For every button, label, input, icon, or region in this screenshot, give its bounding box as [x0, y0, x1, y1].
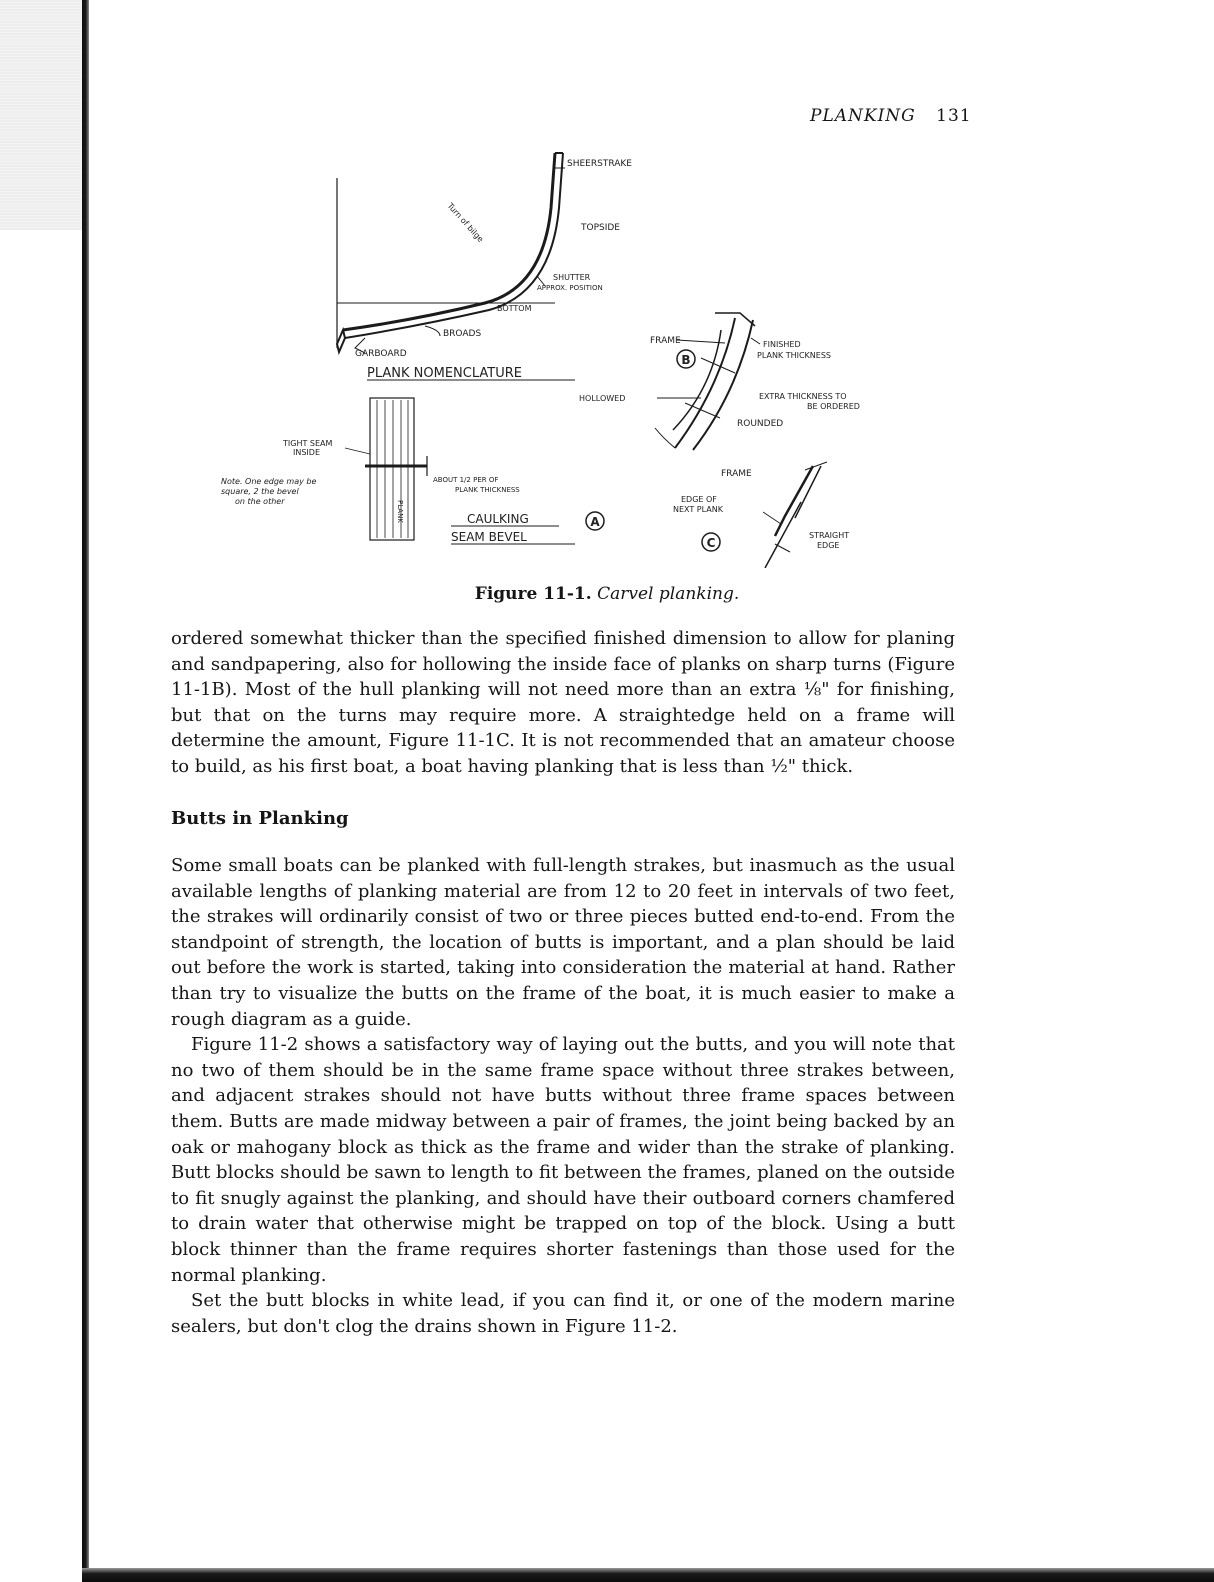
label-tight-seam-2: INSIDE	[293, 448, 320, 457]
running-header-title: PLANKING	[810, 106, 916, 126]
label-seam-bevel: SEAM BEVEL	[451, 530, 527, 544]
label-straight-1: STRAIGHT	[809, 531, 850, 540]
label-garboard: GARBOARD	[355, 349, 407, 359]
label-broads: BROADS	[443, 329, 482, 339]
marker-c-label: C	[706, 536, 716, 550]
label-shutter: SHUTTER	[553, 273, 591, 282]
label-hollowed: HOLLOWED	[579, 394, 626, 403]
label-edge-of-2: NEXT PLANK	[673, 505, 723, 514]
label-caulking: CAULKING	[467, 512, 529, 526]
marker-b-label: B	[681, 353, 691, 367]
label-straight-2: EDGE	[817, 541, 840, 550]
label-extra-thickness-1: EXTRA THICKNESS TO	[759, 392, 847, 401]
paragraph-text: ordered somewhat thicker than the specified finished dimension to allow for planing and sandpapering, also for hollowing the inside face of planks on sharp turns (Figure 11-1B). Most of the hull planking will not need more than an extra ⅛" for finishing, but that on the turns may require more. A straightedge held on a frame will determine the amount, Figure 11-1C. It is not recommended that an amateur choose to build, as his first boat, a boat having planking that is less than ½" thick.	[171, 628, 955, 777]
label-rounded: ROUNDED	[737, 419, 784, 429]
label-sheerstrake: SHEERSTRAKE	[567, 159, 632, 169]
label-frame-c: FRAME	[721, 469, 752, 479]
detail-c-drawing	[763, 462, 827, 568]
scan-border-left	[82, 0, 89, 1582]
body-paragraph-4: Set the butt blocks in white lead, if you can find it, or one of the modern marine sealers, but don't clog the drains shown in Figure 11-2.	[171, 1290, 955, 1337]
label-bottom: BOTTOM	[497, 304, 532, 313]
label-note-3: on the other	[235, 497, 285, 506]
hull-section-drawing	[337, 153, 565, 353]
detail-b-drawing	[655, 313, 760, 450]
running-header	[810, 106, 972, 126]
body-section-text	[171, 853, 955, 1339]
figure-11-1	[215, 148, 905, 568]
scan-border-bottom	[82, 1568, 1214, 1582]
page-number: 131	[936, 106, 972, 126]
label-extra-thickness-2: BE ORDERED	[807, 402, 860, 411]
section-heading: Butts in Planking	[171, 808, 349, 829]
label-plank-nomenclature: PLANK NOMENCLATURE	[367, 366, 522, 381]
figure-caption-text: Carvel planking.	[597, 584, 740, 604]
label-about-1: ABOUT 1/2 PER OF	[433, 476, 499, 484]
body-paragraph-1	[171, 626, 955, 780]
label-about-2: PLANK THICKNESS	[455, 486, 520, 494]
label-approx-position: APPROX. POSITION	[537, 284, 603, 292]
label-note-1: Note. One edge may be	[221, 477, 317, 486]
label-edge-of-1: EDGE OF	[681, 495, 717, 504]
label-plank: PLANK	[396, 500, 404, 523]
detail-a-drawing	[345, 398, 427, 540]
label-frame-b: FRAME	[650, 336, 681, 346]
scan-shadow-top-left	[0, 0, 82, 230]
label-finished-2: PLANK THICKNESS	[757, 351, 831, 360]
marker-a-label: A	[590, 515, 600, 529]
body-paragraph-2: Some small boats can be planked with full-length strakes, but inasmuch as the usual available lengths of planking material are from 12 to 20 feet in intervals of two feet, the strakes will ordinarily consist of two or three pieces butted end-to-end. From the standpoint of strength, the location of butts is important, and a plan should be laid out before the work is started, taking into consideration the material at hand. Rather than try to visualize the butts on the frame of the boat, it is much easier to make a rough diagram as a guide.	[171, 855, 955, 1030]
label-finished-1: FINISHED	[763, 340, 801, 349]
figure-caption	[0, 584, 1214, 604]
label-note-2: square, 2 the bevel	[221, 487, 299, 496]
label-tight-seam-1: TIGHT SEAM	[283, 439, 333, 448]
carvel-planking-diagram	[215, 148, 905, 568]
label-topside: TOPSIDE	[581, 223, 620, 233]
label-turn-of-bilge: Turn of bilge	[445, 201, 486, 244]
body-paragraph-3: Figure 11-2 shows a satisfactory way of laying out the butts, and you will note that no two of them should be in the same frame space without three strakes between, and adjacent strakes should not have butts without three frame spaces between them. Butts are made midway between a pair of frames, the joint being backed by an oak or mahogany block as thick as the frame and wider than the strake of planking. Butt blocks should be sawn to length to fit between the frames, planed on the outside to fit snugly against the planking, and should have their outboard corners chamfered to drain water that otherwise might be trapped on top of the block. Using a butt block thinner than the frame requires shorter fastenings than those used for the normal planking.	[171, 1034, 955, 1286]
figure-caption-label: Figure 11-1.	[474, 584, 592, 604]
